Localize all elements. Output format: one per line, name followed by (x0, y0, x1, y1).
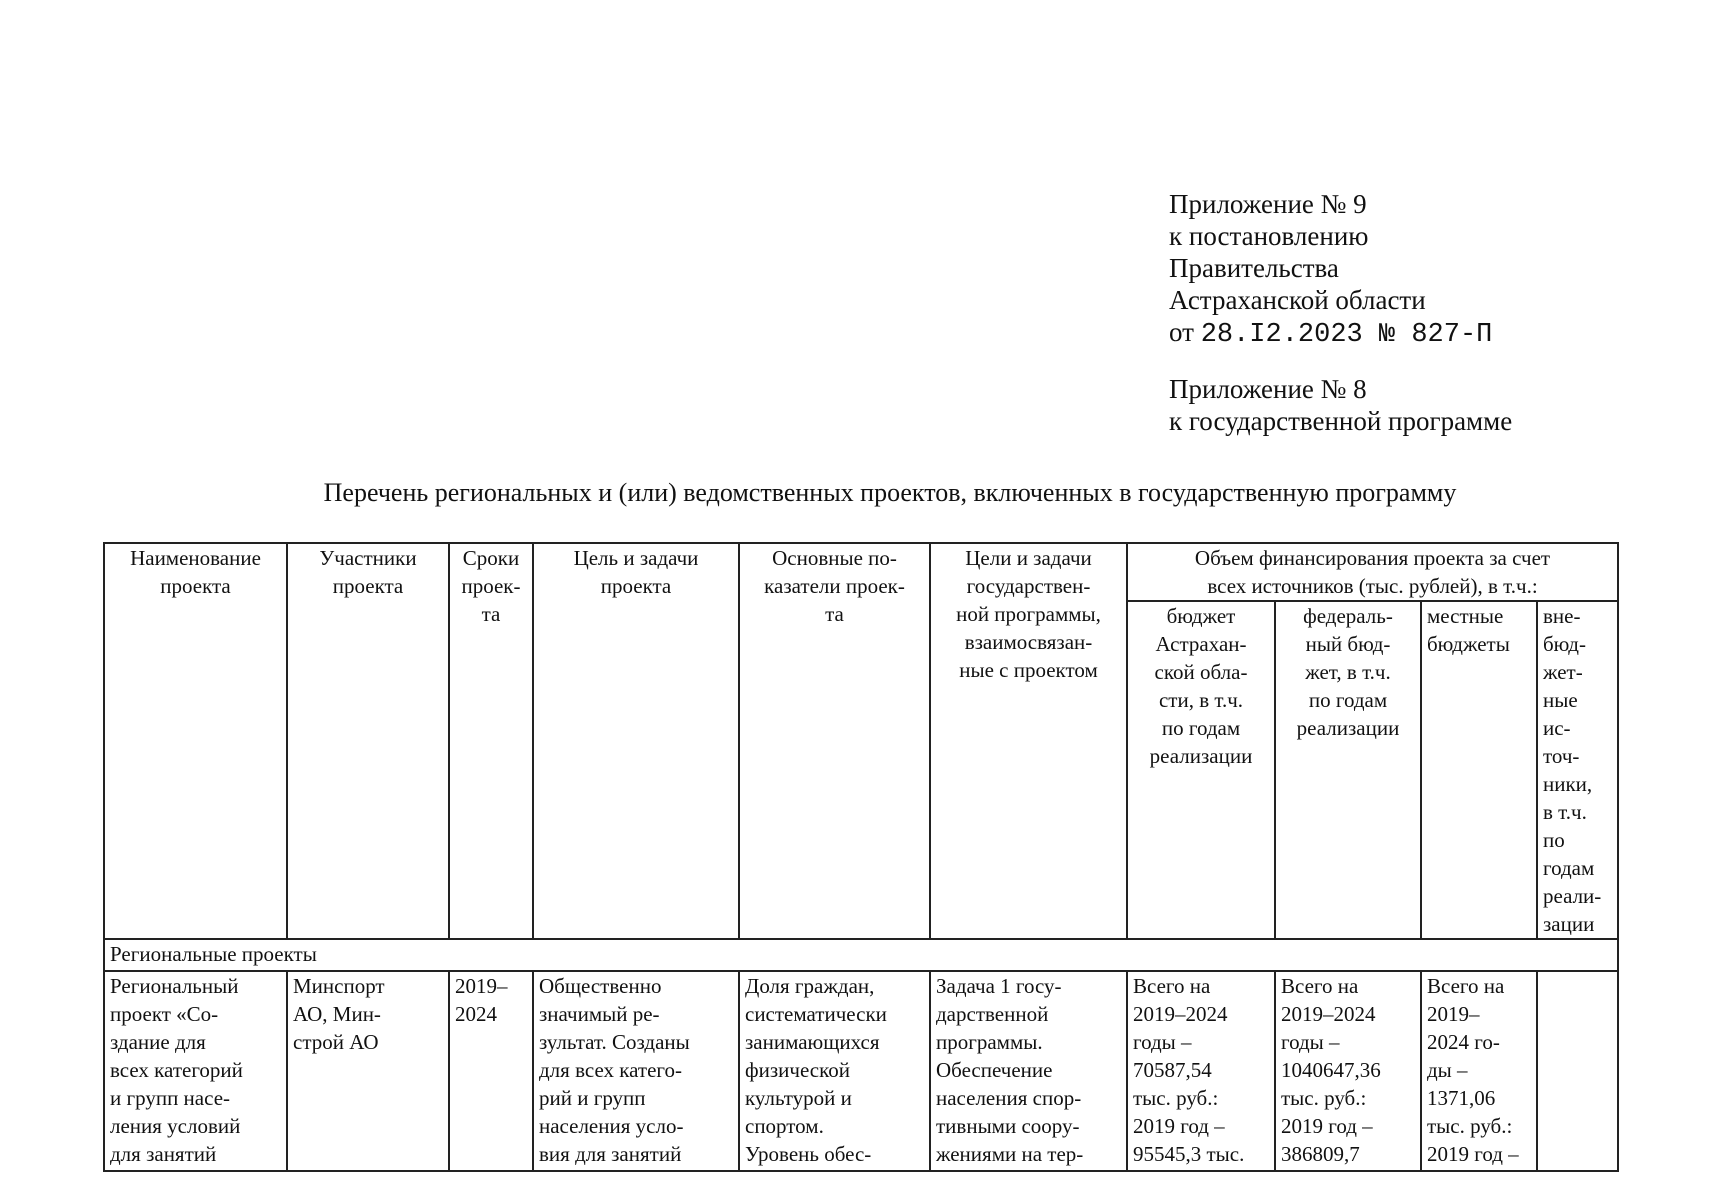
document-title: Перечень региональных и (или) ведомственных проектов, включенных в государственную программу (323, 478, 1457, 507)
cell-name: Региональный проект «Со- здание для всех категорий и групп насе- ления условий для занятий (104, 971, 287, 1171)
header-regional-budget: бюджет Астрахан- ской обла- сти, в т.ч. по годам реализации (1127, 601, 1275, 939)
projects-table (103, 542, 1619, 1172)
header-financing: Объем финансирования проекта за счет всех источников (тыс. рублей), в т.ч.: (1127, 543, 1618, 601)
appendix-number: Приложение № 9 (1169, 189, 1367, 219)
header-program-goals: Цели и задачи государствен- ной программы, взаимосвязан- ные с проектом (930, 543, 1127, 939)
header-terms: Сроки проек- та (449, 543, 533, 939)
header-federal-budget: федераль- ный бюд- жет, в т.ч. по годам реализации (1275, 601, 1421, 939)
cell-program-goals: Задача 1 госу- дарственной программы. Обеспечение населения спор- тивными соору- жениями на тер- (930, 971, 1127, 1171)
appendix-program: к государственной программе (1169, 406, 1513, 436)
section-title: Региональные проекты (104, 939, 1618, 971)
appendix-block (1169, 188, 1512, 437)
header-name: Наименование проекта (104, 543, 287, 939)
appendix-date-prefix: от (1169, 317, 1201, 347)
cell-extrabudgetary (1537, 971, 1618, 1171)
header-row-1 (104, 543, 1618, 601)
header-local-budgets: местные бюджеты (1421, 601, 1537, 939)
appendix-government: Правительства (1169, 253, 1339, 283)
cell-regional-budget: Всего на 2019–2024 годы – 70587,54 тыс. руб.: 2019 год – 95545,3 тыс. (1127, 971, 1275, 1171)
appendix-date-line (1169, 316, 1512, 351)
appendix-region: Астраханской области (1169, 285, 1426, 315)
header-extrabudgetary: вне- бюд- жет- ные ис- точ- ники, в т.ч. по годам реали- зации (1537, 601, 1618, 939)
cell-federal-budget: Всего на 2019–2024 годы – 1040647,36 тыс. руб.: 2019 год – 386809,7 (1275, 971, 1421, 1171)
cell-participants: Минспорт АО, Мин- строй АО (287, 971, 449, 1171)
header-participants: Участники проекта (287, 543, 449, 939)
appendix-program-number: Приложение № 8 (1169, 374, 1367, 404)
appendix-date-stamp: 28.I2.2023 № 827-П (1200, 320, 1493, 350)
cell-indicators: Доля граждан, систематически занимающихся физической культурой и спортом. Уровень обес- (739, 971, 930, 1171)
header-goal: Цель и задачи проекта (533, 543, 739, 939)
header-indicators: Основные по- казатели проек- та (739, 543, 930, 939)
section-row (104, 939, 1618, 971)
cell-terms: 2019– 2024 (449, 971, 533, 1171)
cell-goal: Общественно значимый ре- зультат. Созданы для всех катего- рий и групп населения усло- вия для занятий (533, 971, 739, 1171)
appendix-resolution: к постановлению (1169, 221, 1369, 251)
cell-local-budgets: Всего на 2019– 2024 го- ды – 1371,06 тыс. руб.: 2019 год – (1421, 971, 1537, 1171)
table-row (104, 971, 1618, 1171)
